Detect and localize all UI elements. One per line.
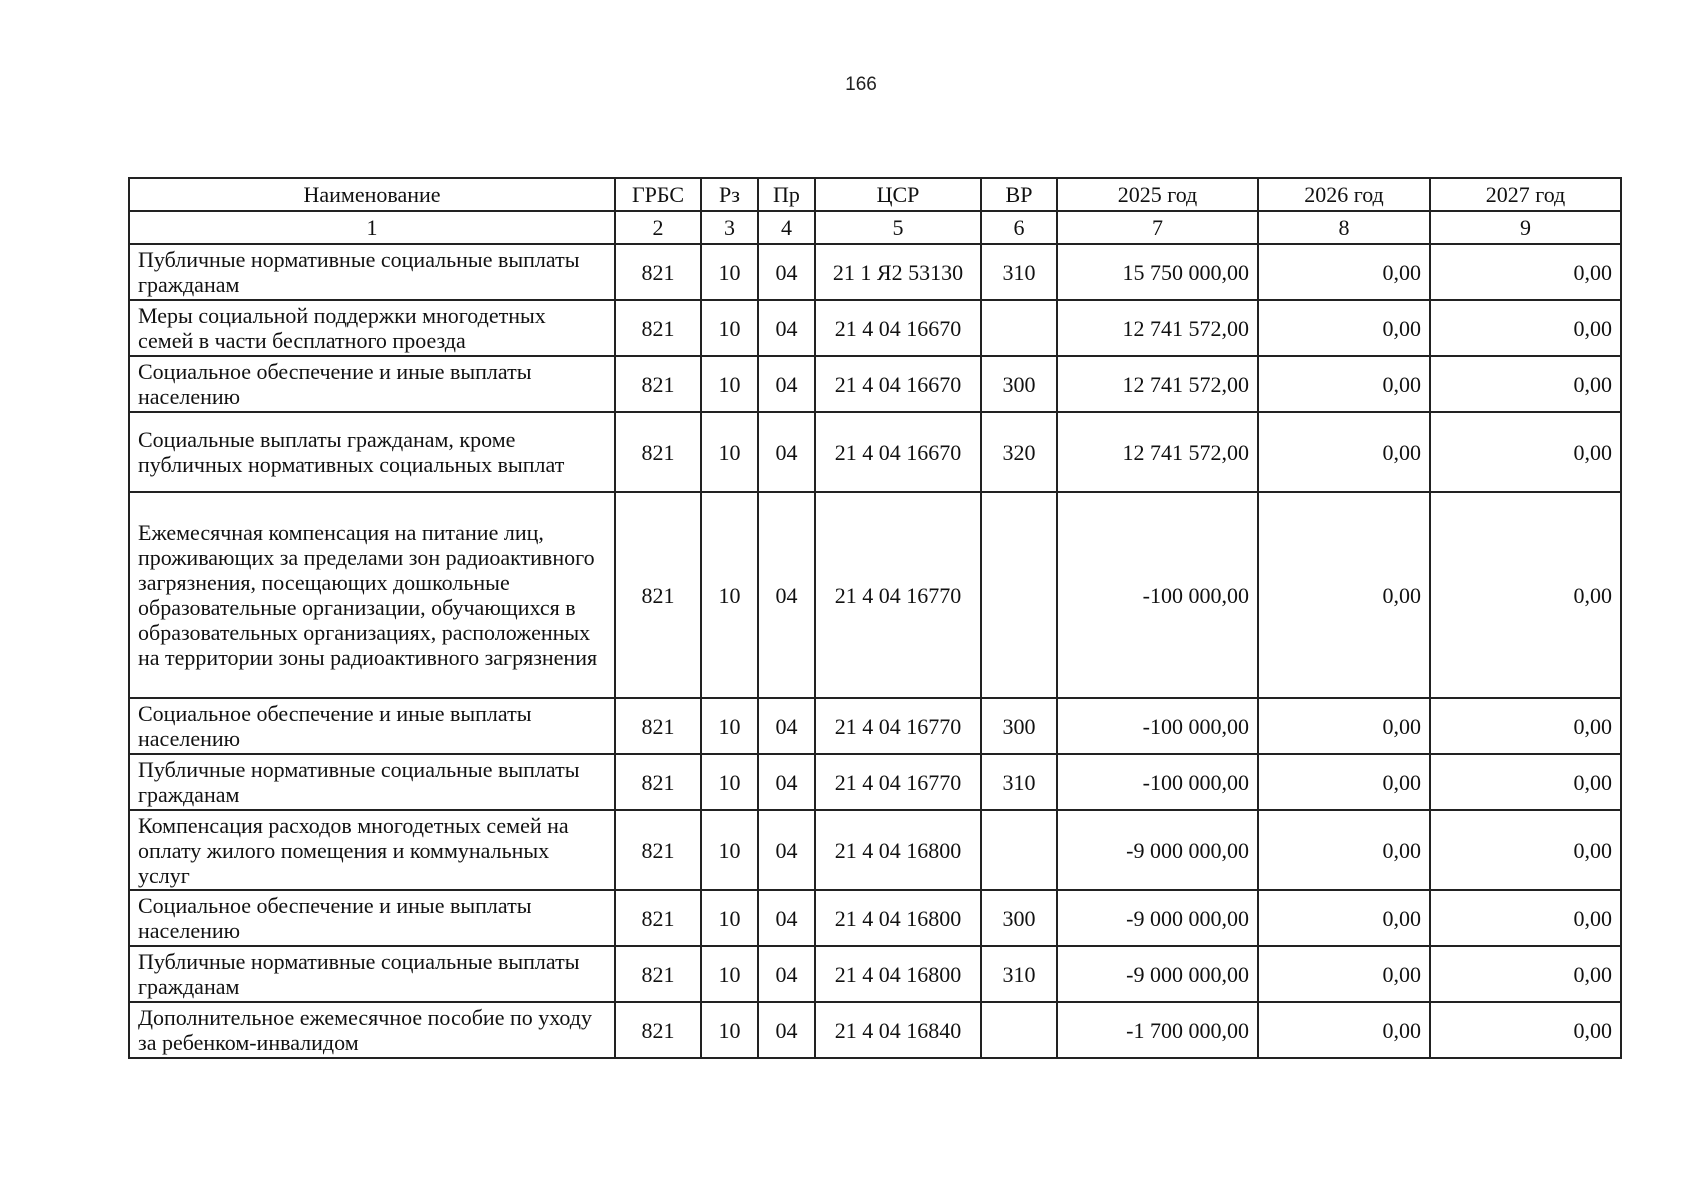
row-rz: 10	[701, 698, 758, 754]
row-pr: 04	[758, 300, 815, 356]
row-2026: 0,00	[1258, 698, 1430, 754]
row-2025: -1 700 000,00	[1057, 1002, 1258, 1058]
row-vr: 310	[981, 244, 1057, 300]
budget-table	[128, 177, 1622, 1059]
row-name: Публичные нормативные социальные выплаты гражданам	[129, 244, 615, 300]
row-2026: 0,00	[1258, 810, 1430, 890]
row-pr: 04	[758, 356, 815, 412]
column-number: 3	[701, 211, 758, 244]
row-rz: 10	[701, 890, 758, 946]
row-2026: 0,00	[1258, 300, 1430, 356]
table-row	[129, 698, 1621, 754]
header-2027: 2027 год	[1430, 178, 1621, 211]
row-pr: 04	[758, 1002, 815, 1058]
row-2026: 0,00	[1258, 890, 1430, 946]
header-row	[129, 178, 1621, 211]
row-2026: 0,00	[1258, 412, 1430, 492]
row-vr: 310	[981, 946, 1057, 1002]
row-vr: 300	[981, 698, 1057, 754]
row-name: Дополнительное ежемесячное пособие по уходу за ребенком-инвалидом	[129, 1002, 615, 1058]
row-rz: 10	[701, 300, 758, 356]
row-2025: -100 000,00	[1057, 754, 1258, 810]
header-2025: 2025 год	[1057, 178, 1258, 211]
row-pr: 04	[758, 698, 815, 754]
row-2026: 0,00	[1258, 754, 1430, 810]
row-2025: 12 741 572,00	[1057, 412, 1258, 492]
row-csr: 21 4 04 16670	[815, 356, 981, 412]
row-csr: 21 4 04 16770	[815, 754, 981, 810]
table-row	[129, 754, 1621, 810]
row-rz: 10	[701, 412, 758, 492]
table-row	[129, 300, 1621, 356]
row-2026: 0,00	[1258, 244, 1430, 300]
column-number: 8	[1258, 211, 1430, 244]
row-pr: 04	[758, 890, 815, 946]
row-2027: 0,00	[1430, 412, 1621, 492]
row-2025: -100 000,00	[1057, 698, 1258, 754]
column-number: 6	[981, 211, 1057, 244]
table-row	[129, 810, 1621, 890]
row-2026: 0,00	[1258, 1002, 1430, 1058]
table-row	[129, 244, 1621, 300]
header-name: Наименование	[129, 178, 615, 211]
row-pr: 04	[758, 492, 815, 698]
row-name: Социальное обеспечение и иные выплаты населению	[129, 356, 615, 412]
row-2027: 0,00	[1430, 1002, 1621, 1058]
row-grbs: 821	[615, 356, 701, 412]
row-2027: 0,00	[1430, 300, 1621, 356]
row-vr: 310	[981, 754, 1057, 810]
row-csr: 21 4 04 16770	[815, 698, 981, 754]
row-grbs: 821	[615, 244, 701, 300]
header-vr: ВР	[981, 178, 1057, 211]
row-2027: 0,00	[1430, 810, 1621, 890]
row-csr: 21 1 Я2 53130	[815, 244, 981, 300]
header-2026: 2026 год	[1258, 178, 1430, 211]
row-2027: 0,00	[1430, 492, 1621, 698]
row-grbs: 821	[615, 890, 701, 946]
row-2025: -9 000 000,00	[1057, 890, 1258, 946]
row-rz: 10	[701, 1002, 758, 1058]
row-vr	[981, 492, 1057, 698]
row-2025: 12 741 572,00	[1057, 356, 1258, 412]
row-name: Меры социальной поддержки многодетных семей в части бесплатного проезда	[129, 300, 615, 356]
column-number: 5	[815, 211, 981, 244]
row-csr: 21 4 04 16800	[815, 890, 981, 946]
row-csr: 21 4 04 16800	[815, 810, 981, 890]
row-grbs: 821	[615, 300, 701, 356]
row-vr	[981, 810, 1057, 890]
row-2025: 12 741 572,00	[1057, 300, 1258, 356]
row-2025: 15 750 000,00	[1057, 244, 1258, 300]
row-grbs: 821	[615, 810, 701, 890]
row-csr: 21 4 04 16670	[815, 300, 981, 356]
table-row	[129, 890, 1621, 946]
row-csr: 21 4 04 16670	[815, 412, 981, 492]
header-csr: ЦСР	[815, 178, 981, 211]
table-row	[129, 412, 1621, 492]
row-grbs: 821	[615, 754, 701, 810]
row-grbs: 821	[615, 412, 701, 492]
header-pr: Пр	[758, 178, 815, 211]
row-rz: 10	[701, 754, 758, 810]
row-rz: 10	[701, 244, 758, 300]
row-vr	[981, 1002, 1057, 1058]
row-name: Компенсация расходов многодетных семей на оплату жилого помещения и коммунальных услуг	[129, 810, 615, 890]
row-grbs: 821	[615, 946, 701, 1002]
table-row	[129, 492, 1621, 698]
column-number-row	[129, 211, 1621, 244]
row-2026: 0,00	[1258, 492, 1430, 698]
row-vr: 300	[981, 356, 1057, 412]
row-2025: -9 000 000,00	[1057, 946, 1258, 1002]
row-pr: 04	[758, 244, 815, 300]
row-pr: 04	[758, 810, 815, 890]
row-grbs: 821	[615, 1002, 701, 1058]
row-pr: 04	[758, 946, 815, 1002]
header-grbs: ГРБС	[615, 178, 701, 211]
row-2025: -100 000,00	[1057, 492, 1258, 698]
table-row	[129, 1002, 1621, 1058]
row-rz: 10	[701, 946, 758, 1002]
row-name: Социальное обеспечение и иные выплаты населению	[129, 890, 615, 946]
row-2027: 0,00	[1430, 890, 1621, 946]
row-pr: 04	[758, 412, 815, 492]
row-csr: 21 4 04 16770	[815, 492, 981, 698]
header-rz: Рз	[701, 178, 758, 211]
column-number: 4	[758, 211, 815, 244]
row-name: Социальное обеспечение и иные выплаты населению	[129, 698, 615, 754]
row-name: Ежемесячная компенсация на питание лиц, проживающих за пределами зон радиоактивного загрязнения, посещающих дошкольные образовательные организации, обучающихся в образовательных организациях, расположенных на территории зоны радиоактивного загрязнения	[129, 492, 615, 698]
table-row	[129, 946, 1621, 1002]
row-name: Публичные нормативные социальные выплаты гражданам	[129, 754, 615, 810]
row-rz: 10	[701, 492, 758, 698]
row-csr: 21 4 04 16800	[815, 946, 981, 1002]
column-number: 9	[1430, 211, 1621, 244]
row-rz: 10	[701, 356, 758, 412]
column-number: 2	[615, 211, 701, 244]
row-vr: 300	[981, 890, 1057, 946]
column-number: 7	[1057, 211, 1258, 244]
row-2027: 0,00	[1430, 356, 1621, 412]
row-2026: 0,00	[1258, 356, 1430, 412]
row-vr	[981, 300, 1057, 356]
row-2027: 0,00	[1430, 946, 1621, 1002]
row-2027: 0,00	[1430, 698, 1621, 754]
row-rz: 10	[701, 810, 758, 890]
row-2025: -9 000 000,00	[1057, 810, 1258, 890]
column-number: 1	[129, 211, 615, 244]
row-grbs: 821	[615, 492, 701, 698]
row-grbs: 821	[615, 698, 701, 754]
row-2027: 0,00	[1430, 754, 1621, 810]
page-number: 166	[845, 74, 877, 95]
row-name: Социальные выплаты гражданам, кроме публичных нормативных социальных выплат	[129, 412, 615, 492]
row-vr: 320	[981, 412, 1057, 492]
row-pr: 04	[758, 754, 815, 810]
row-csr: 21 4 04 16840	[815, 1002, 981, 1058]
row-name: Публичные нормативные социальные выплаты гражданам	[129, 946, 615, 1002]
row-2027: 0,00	[1430, 244, 1621, 300]
row-2026: 0,00	[1258, 946, 1430, 1002]
table-row	[129, 356, 1621, 412]
